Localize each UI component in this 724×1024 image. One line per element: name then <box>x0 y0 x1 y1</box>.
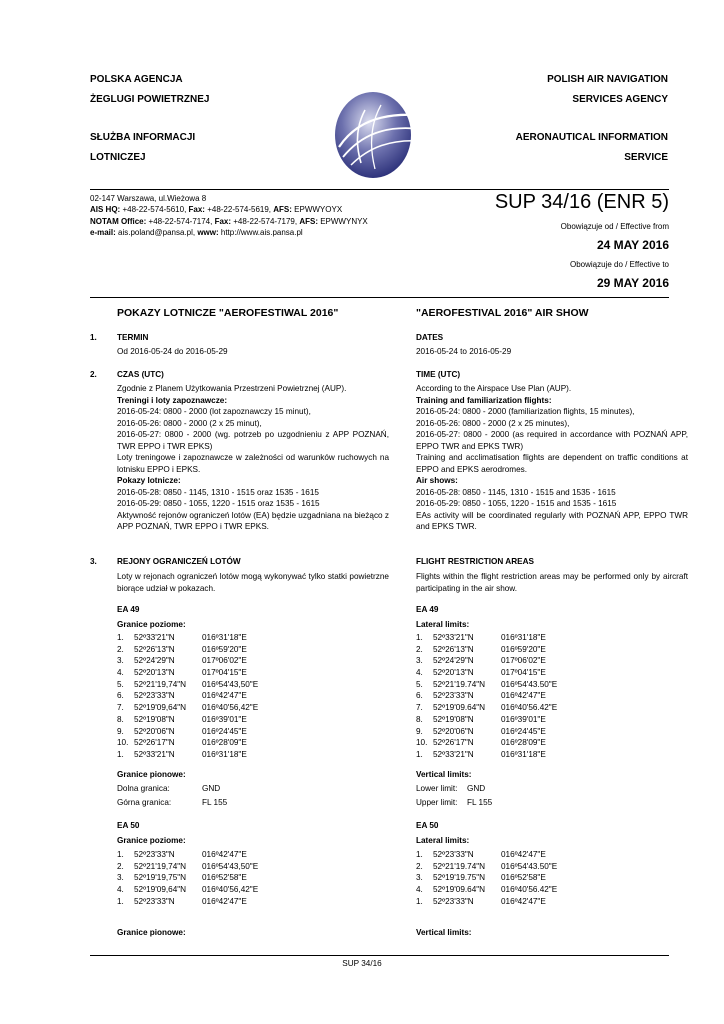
ea49-title-pl: EA 49 <box>117 605 140 614</box>
latitude: 52º19'09,64"N <box>134 885 187 895</box>
coordinate-row <box>117 690 258 702</box>
latitude: 52º23'33"N <box>433 896 474 906</box>
section-title-en-3: FLIGHT RESTRICTION AREAS <box>416 557 534 566</box>
airshow-line-pl-1: 2016-05-28: 0850 - 1145, 1310 - 1515 oraz 1535 - 1615 <box>117 487 319 497</box>
point-number: 3. <box>117 656 124 666</box>
latitude: 52º20'13"N <box>134 668 175 678</box>
ea49-coords-en <box>416 632 557 761</box>
coordinate-row <box>117 679 258 691</box>
latitude: 52º24'29"N <box>134 656 175 666</box>
latitude: 52º19'19,75"N <box>134 873 187 883</box>
coordinate-row <box>416 861 557 873</box>
ea50-vertical-title-en: Vertical limits: <box>416 928 472 937</box>
header-agency-pl <box>90 70 209 167</box>
point-number: 5. <box>117 679 124 689</box>
coordinate-row <box>117 644 258 656</box>
service-name-pl-line1: SŁUŻBA INFORMACJI <box>90 132 196 143</box>
point-number: 4. <box>117 885 124 895</box>
airshow-line-pl-2: 2016-05-29: 0850 - 1055, 1220 - 1515 oraz 1535 - 1615 <box>117 499 320 508</box>
latitude: 52º23'33"N <box>433 691 474 701</box>
latitude: 52º19'19.75"N <box>433 873 486 883</box>
effective-from-label: Obowiązuje od / Effective from <box>560 222 669 231</box>
ea49-lateral-title-pl: Granice poziome: <box>117 620 186 629</box>
longitude: 016º59'20"E <box>501 644 546 654</box>
point-number: 10. <box>416 738 428 748</box>
longitude: 016º52'58"E <box>501 873 546 883</box>
longitude: 016º42'47"E <box>202 691 247 701</box>
training-note-en: Training and acclimatisation flights are dependent on traffic conditions at EPPO and EPKS aerodromes. <box>416 453 688 474</box>
longitude: 016º54'43.50"E <box>501 679 558 689</box>
service-name-pl-line2: LOTNICZEJ <box>90 151 146 163</box>
time-block-pl <box>117 383 389 533</box>
point-number: 7. <box>117 703 124 713</box>
coordinate-row <box>117 884 258 896</box>
point-number: 6. <box>416 691 423 701</box>
longitude: 016º52'58"E <box>202 873 247 883</box>
coordinate-row <box>416 726 557 738</box>
latitude: 52º21'19,74"N <box>134 679 187 689</box>
coordinate-row <box>117 655 258 667</box>
point-number: 1. <box>117 749 124 759</box>
ea50-vertical-title-pl: Granice pionowe: <box>117 928 186 937</box>
latitude: 52º23'33"N <box>134 850 175 859</box>
latitude: 52º26'13"N <box>134 644 175 654</box>
ea49-lateral-title-en: Lateral limits: <box>416 620 470 629</box>
longitude: 017º06'02"E <box>202 656 247 666</box>
coordinate-row <box>416 849 557 861</box>
latitude: 52º23'33"N <box>433 850 474 859</box>
coordinate-row <box>416 749 557 761</box>
latitude: 52º19'08"N <box>433 714 474 724</box>
longitude: 016º24'45"E <box>501 726 546 736</box>
footer-page-ref: SUP 34/16 <box>342 959 382 968</box>
point-number: 7. <box>416 703 423 713</box>
point-number: 8. <box>117 714 124 724</box>
latitude: 52º21'19,74"N <box>134 861 187 871</box>
training-note-pl: Loty treningowe i zapoznawcze w zależności od warunków ruchowych na lotnisku EPPO i EPKS. <box>117 453 389 474</box>
point-number: 2. <box>117 861 124 871</box>
longitude: 016º39'01"E <box>202 714 247 724</box>
coordinate-row <box>416 632 557 644</box>
coordinate-row <box>117 896 258 908</box>
latitude: 52º20'06"N <box>433 726 474 736</box>
latitude: 52º19'09.64"N <box>433 703 486 713</box>
latitude: 52º26'17"N <box>134 738 175 748</box>
ea50-coords-pl <box>117 849 258 907</box>
coordinate-row <box>117 749 258 761</box>
training-title-pl: Treningi i loty zapoznawcze: <box>117 395 228 405</box>
point-number: 1. <box>117 896 124 906</box>
point-number: 1. <box>416 633 423 642</box>
point-number: 8. <box>416 714 423 724</box>
section-text-en-1: 2016-05-24 to 2016-05-29 <box>416 347 512 356</box>
section-divider <box>90 297 669 298</box>
training-line-pl-1: 2016-05-24: 0800 - 2000 (lot zapoznawczy 15 minut), <box>117 407 311 416</box>
airshow-line-en-2: 2016-05-29: 0850 - 1055, 1220 - 1515 and 1535 - 1615 <box>416 499 617 508</box>
point-number: 2. <box>117 644 124 654</box>
coordinate-row <box>117 861 258 873</box>
longitude: 016º31'18"E <box>202 633 247 642</box>
contact-notam: NOTAM Office: +48-22-574-7174, Fax: +48-22-574-7179, AFS: EPWWYNYX <box>90 216 368 226</box>
point-number: 3. <box>416 873 423 883</box>
sup-title: SUP 34/16 (ENR 5) <box>494 191 669 213</box>
coordinate-row <box>416 655 557 667</box>
longitude: 016º31'18"E <box>501 749 546 759</box>
point-number: 1. <box>416 749 423 759</box>
section-number-2: 2. <box>90 370 97 379</box>
coordinate-row <box>416 690 557 702</box>
training-line-pl-2: 2016-05-26: 0800 - 2000 (2 x 25 minut), <box>117 418 262 428</box>
point-number: 9. <box>416 726 423 736</box>
contact-ais-hq: AIS HQ: +48-22-574-5610, Fax: +48-22-574-5619, AFS: EPWWYOYX <box>90 205 343 215</box>
ea49-upper-en: Upper limit: FL 155 <box>416 798 493 807</box>
point-number: 3. <box>416 656 423 666</box>
coordinate-row <box>117 872 258 884</box>
point-number: 2. <box>416 644 423 654</box>
longitude: 016º39'01"E <box>501 714 546 724</box>
longitude: 016º40'56.42"E <box>501 885 558 895</box>
agency-name-pl-line2: ŻEGLUGI POWIETRZNEJ <box>90 93 210 105</box>
latitude: 52º19'09,64"N <box>134 703 187 713</box>
coordinate-row <box>117 632 258 644</box>
longitude: 016º31'18"E <box>202 749 247 759</box>
point-number: 1. <box>117 633 124 642</box>
longitude: 016º54'43,50"E <box>202 861 259 871</box>
training-line-en-2: 2016-05-26: 0800 - 2000 (2 x 25 minutes), <box>416 418 570 428</box>
longitude: 016º42'47"E <box>202 850 247 859</box>
longitude: 016º31'18"E <box>501 633 546 642</box>
latitude: 52º26'17"N <box>433 738 474 748</box>
header-agency-en <box>516 70 668 167</box>
ea49-lower-pl: Dolna granica: GND <box>117 784 221 793</box>
airshow-note-pl: Aktywność rejonów ograniczeń lotów (EA) będzie uzgadniana na bieżąco z APP POZNAŃ, TWR EPPO i TWR EPKS. <box>117 510 389 531</box>
latitude: 52º19'08"N <box>134 714 175 724</box>
section-title-pl-2: CZAS (UTC) <box>117 370 164 379</box>
point-number: 4. <box>416 668 423 678</box>
point-number: 9. <box>117 726 124 736</box>
coordinate-row <box>416 702 557 714</box>
longitude: 016º40'56.42"E <box>501 703 558 713</box>
coordinate-row <box>416 896 557 908</box>
latitude: 52º26'13"N <box>433 644 474 654</box>
coordinate-row <box>416 737 557 749</box>
training-line-en-3: 2016-05-27: 0800 - 2000 (as required in accordance with POZNAŃ APP, EPPO TWR and EPKS TWR) <box>416 430 688 451</box>
longitude: 016º42'47"E <box>202 896 247 906</box>
longitude: 017º06'02"E <box>501 656 546 666</box>
ea50-lateral-title-pl: Granice poziome: <box>117 836 186 845</box>
section-title-en-1: DATES <box>416 333 444 342</box>
footer-divider <box>90 955 669 956</box>
longitude: 016º42'47"E <box>501 850 546 859</box>
section-title-en-2: TIME (UTC) <box>416 370 461 379</box>
section-number-3: 3. <box>90 557 97 566</box>
agency-name-en-line1: POLISH AIR NAVIGATION <box>547 74 668 85</box>
coordinate-row <box>117 726 258 738</box>
effective-to-label: Obowiązuje do / Effective to <box>569 260 669 269</box>
longitude: 017º04'15"E <box>202 668 247 678</box>
training-line-en-1: 2016-05-24: 0800 - 2000 (familiarization flights, 15 minutes), <box>416 407 635 416</box>
coordinate-row <box>416 872 557 884</box>
pansa-logo <box>325 85 425 185</box>
coordinate-row <box>117 702 258 714</box>
training-line-pl-3: 2016-05-27: 0800 - 2000 (wg. potrzeb po uzgodnieniu z APP POZNAŃ, TWR EPPO i TWR EPKS) <box>117 430 389 451</box>
training-title-en: Training and familiarization flights: <box>416 395 552 405</box>
coordinate-row <box>416 667 557 679</box>
longitude: 016º59'20"E <box>202 644 247 654</box>
point-number: 3. <box>117 873 124 883</box>
latitude: 52º21'19.74"N <box>433 679 486 689</box>
section-text-pl-3: Loty w rejonach ograniczeń lotów mogą wykonywać tylko statki powietrzne biorące udział w pokazach. <box>117 572 389 593</box>
effective-to-date: 29 MAY 2016 <box>596 276 669 290</box>
longitude: 016º54'43.50"E <box>501 861 558 871</box>
longitude: 016º40'56,42"E <box>202 885 259 895</box>
coordinate-row <box>117 849 258 861</box>
point-number: 1. <box>117 850 124 859</box>
coordinate-row <box>117 737 258 749</box>
page-title-pl: POKAZY LOTNICZE "AEROFESTIWAL 2016" <box>117 307 339 319</box>
ea50-title-pl: EA 50 <box>117 821 140 830</box>
longitude: 016º42'47"E <box>501 896 546 906</box>
latitude: 52º33'21"N <box>134 749 175 759</box>
point-number: 1. <box>416 896 423 906</box>
longitude: 016º42'47"E <box>501 691 546 701</box>
time-block-en <box>416 383 688 533</box>
contact-address: 02-147 Warszawa, ul.Wieżowa 8 <box>90 194 207 203</box>
agency-name-pl-line1: POLSKA AGENCJA <box>90 74 183 85</box>
latitude: 52º33'21"N <box>134 633 175 642</box>
coordinate-row <box>117 667 258 679</box>
latitude: 52º23'33"N <box>134 896 175 906</box>
contact-email-web: e-mail: ais.poland@pansa.pl, www: http://www.ais.pansa.pl <box>90 228 303 238</box>
latitude: 52º19'09.64"N <box>433 885 486 895</box>
service-name-en-line1: AERONAUTICAL INFORMATION <box>515 132 668 143</box>
point-number: 2. <box>416 861 423 871</box>
agency-name-en-line2: SERVICES AGENCY <box>572 93 668 105</box>
page-title-en: "AEROFESTIVAL 2016" AIR SHOW <box>416 307 589 319</box>
point-number: 1. <box>416 850 423 859</box>
longitude: 016º28'09"E <box>501 738 546 748</box>
section-title-pl-3: REJONY OGRANICZEŃ LOTÓW <box>117 557 241 566</box>
point-number: 5. <box>416 679 423 689</box>
section-text-pl-1: Od 2016-05-24 do 2016-05-29 <box>117 347 228 356</box>
ea49-title-en: EA 49 <box>416 605 439 614</box>
airshow-note-en: EAs activity will be coordinated regularly with POZNAŃ APP, EPPO TWR and EPKS TWR. <box>416 510 688 531</box>
point-number: 10. <box>117 738 129 748</box>
section-number-1: 1. <box>90 333 97 342</box>
latitude: 52º21'19.74"N <box>433 861 486 871</box>
coordinate-row <box>416 644 557 656</box>
longitude: 016º40'56,42"E <box>202 703 259 713</box>
ea49-vertical-title-pl: Granice pionowe: <box>117 770 186 779</box>
ea50-title-en: EA 50 <box>416 821 439 830</box>
coordinate-row <box>416 714 557 726</box>
longitude: 016º54'43,50"E <box>202 679 259 689</box>
latitude: 52º20'06"N <box>134 726 175 736</box>
latitude: 52º23'33"N <box>134 691 175 701</box>
latitude: 52º20'13"N <box>433 668 474 678</box>
service-name-en-line2: SERVICE <box>624 151 668 163</box>
ea50-lateral-title-en: Lateral limits: <box>416 836 470 845</box>
latitude: 52º33'21"N <box>433 749 474 759</box>
coordinate-row <box>416 884 557 896</box>
airshow-title-pl: Pokazy lotnicze: <box>117 476 181 485</box>
ea49-upper-pl: Górna granica: FL 155 <box>117 798 228 807</box>
airshow-title-en: Air shows: <box>416 476 458 485</box>
time-text-pl: Zgodnie z Planem Użytkowania Przestrzeni Powietrznej (AUP). <box>117 384 347 393</box>
effective-from-date: 24 MAY 2016 <box>596 238 669 252</box>
point-number: 6. <box>117 691 124 701</box>
airshow-line-en-1: 2016-05-28: 0850 - 1145, 1310 - 1515 and 1535 - 1615 <box>416 487 616 497</box>
ea49-lower-en: Lower limit: GND <box>416 784 486 793</box>
point-number: 4. <box>117 668 124 678</box>
longitude: 016º24'45"E <box>202 726 247 736</box>
coordinate-row <box>416 679 557 691</box>
longitude: 017º04'15"E <box>501 668 546 678</box>
latitude: 52º24'29"N <box>433 656 474 666</box>
contact-block <box>90 193 368 239</box>
ea49-coords-pl <box>117 632 258 761</box>
section-title-pl-1: TERMIN <box>117 333 149 342</box>
sup-block <box>495 190 669 291</box>
longitude: 016º28'09"E <box>202 738 247 748</box>
time-text-en: According to the Airspace Use Plan (AUP). <box>416 384 572 393</box>
section-text-en-3: Flights within the flight restriction areas may be performed only by aircraft participating in the air show. <box>416 572 688 593</box>
ea50-coords-en <box>416 849 557 907</box>
point-number: 4. <box>416 885 423 895</box>
coordinate-row <box>117 714 258 726</box>
latitude: 52º33'21"N <box>433 633 474 642</box>
ea49-vertical-title-en: Vertical limits: <box>416 770 472 779</box>
